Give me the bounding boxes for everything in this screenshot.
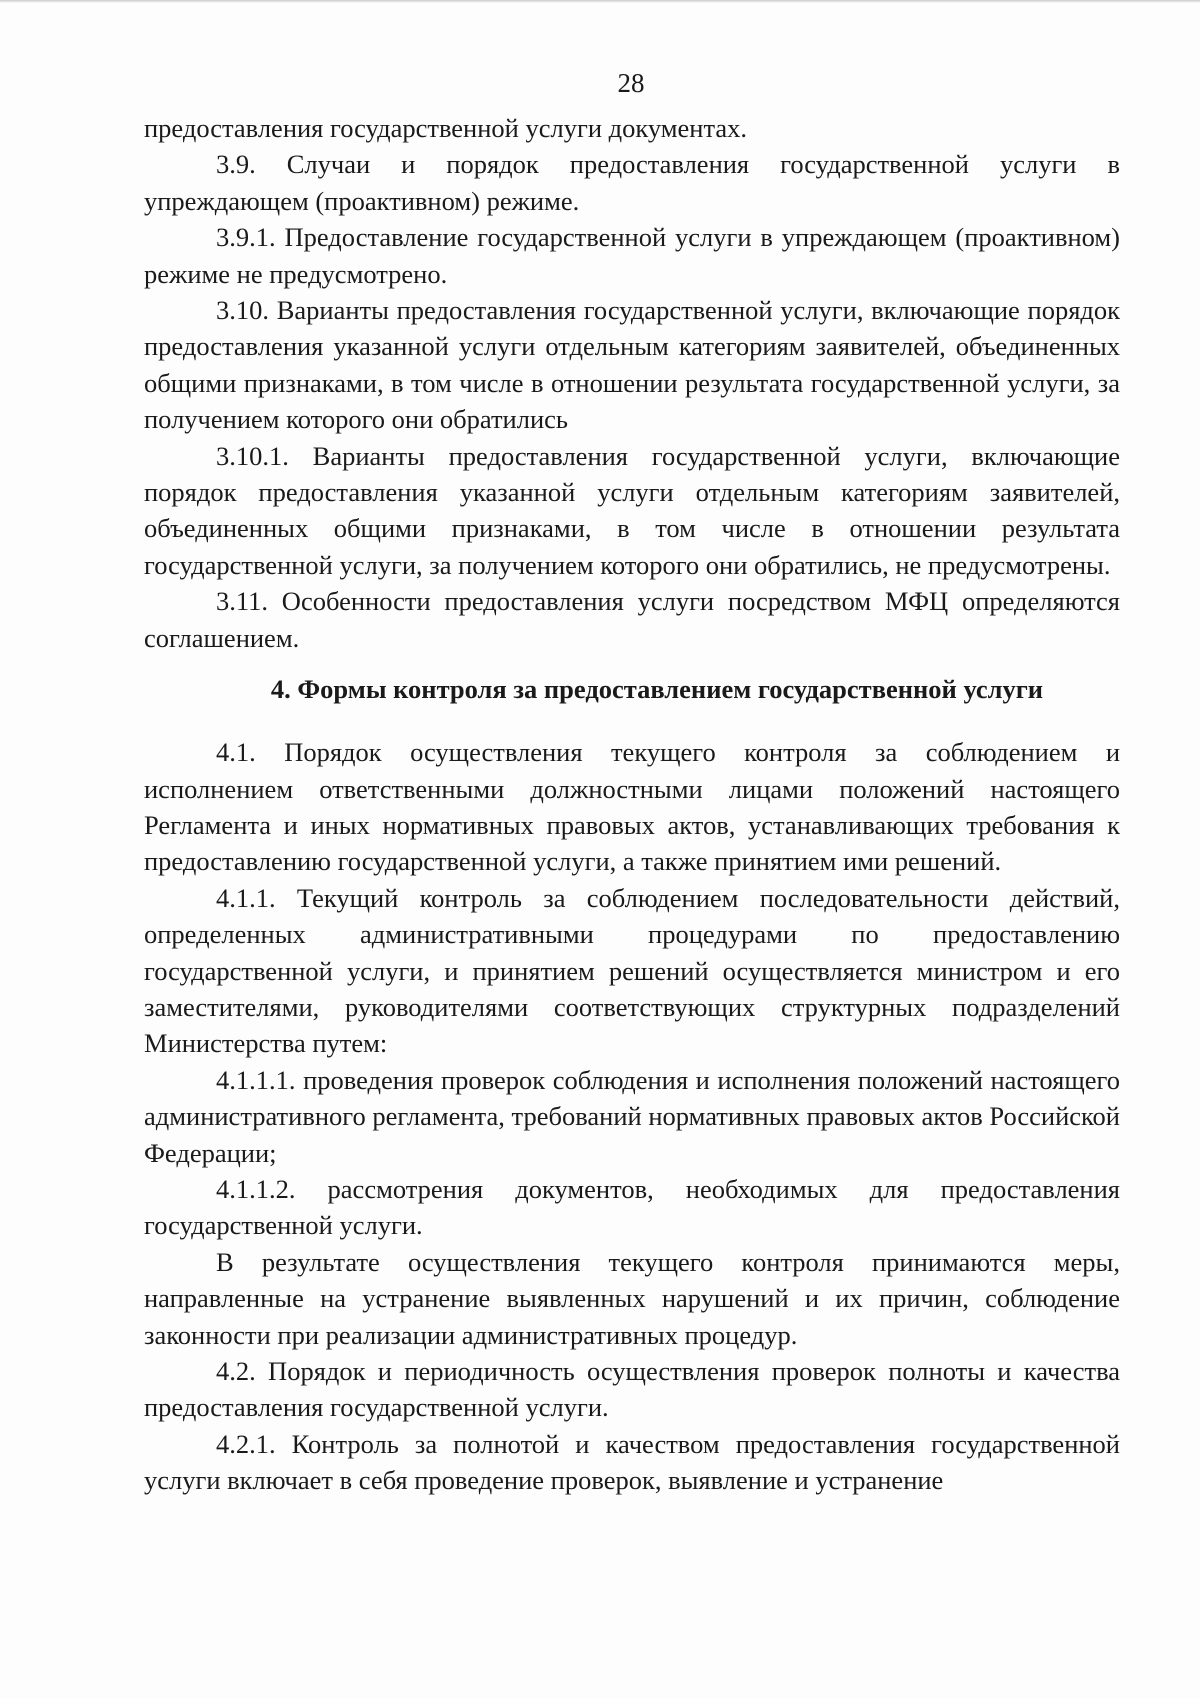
paragraph-4-2: 4.2. Порядок и периодичность осуществления проверок полноты и качества предоставления государственной услуги. <box>144 1356 1120 1423</box>
paragraph-4-1-1-2: 4.1.1.2. рассмотрения документов, необходимых для предоставления государственной услуги. <box>144 1173 1120 1241</box>
paragraph-continuation: предоставления государственной услуги документах. <box>144 113 748 143</box>
paragraph-4-1-1-1: 4.1.1.1. проведения проверок соблюдения и исполнения положений настоящего административного регламента, требований нормативных правовых актов Российской Федерации; <box>144 1064 1120 1168</box>
paragraph-3-9-1: 3.9.1. Предоставление государственной услуги в упреждающем (проактивном) режиме не предусмотрено. <box>144 222 1120 289</box>
paragraph-control-result: В результате осуществления текущего контроля принимаются меры, направленные на устранение выявленных нарушений и их причин, соблюдение законности при реализации административных процедур. <box>144 1246 1120 1350</box>
page-number: 28 <box>617 68 645 98</box>
paragraph-4-1-1: 4.1.1. Текущий контроль за соблюдением последовательности действий, определенных административными процедурами по предоставлению государственной услуги, и принятием решений осуществляется министром и его заместителями, руководителями соответствующих структурных подразделений Министерства путем: <box>144 882 1120 1059</box>
paragraph-3-10: 3.10. Варианты предоставления государственной услуги, включающие порядок предоставления указанной услуги отдельным категориям заявителей, объединенных общими признаками, в том числе в отношении результата государственной услуги, за получением которого они обратились <box>144 295 1120 435</box>
section-4-heading: 4. Формы контроля за предоставлением государственной услуги <box>270 674 1044 705</box>
paragraph-3-10-1: 3.10.1. Варианты предоставления государственной услуги, включающие порядок предоставления указанной услуги отдельным категориям заявителей, объединенных общими признаками, в том числе в отношении результата государственной услуги, за получением которого они обратились, не предусмотрены. <box>144 440 1120 580</box>
document-body <box>144 110 1120 1499</box>
page-top-edge <box>0 0 1200 3</box>
paragraph-4-1: 4.1. Порядок осуществления текущего контроля за соблюдением и исполнением ответственными должностными лицами положений настоящего Регламента и иных нормативных правовых актов, устанавливающих требования к предоставлению государственной услуги, а также принятием ими решений. <box>144 737 1120 877</box>
paragraph-4-2-1: 4.2.1. Контроль за полнотой и качеством предоставления государственной услуги включает в себя проведение проверок, выявление и устранение <box>144 1428 1120 1496</box>
paragraph-3-9: 3.9. Случаи и порядок предоставления государственной услуги в упреждающем (проактивном) режиме. <box>144 149 1120 216</box>
paragraph-3-11: 3.11. Особенности предоставления услуги посредством МФЦ определяются соглашением. <box>144 586 1120 653</box>
